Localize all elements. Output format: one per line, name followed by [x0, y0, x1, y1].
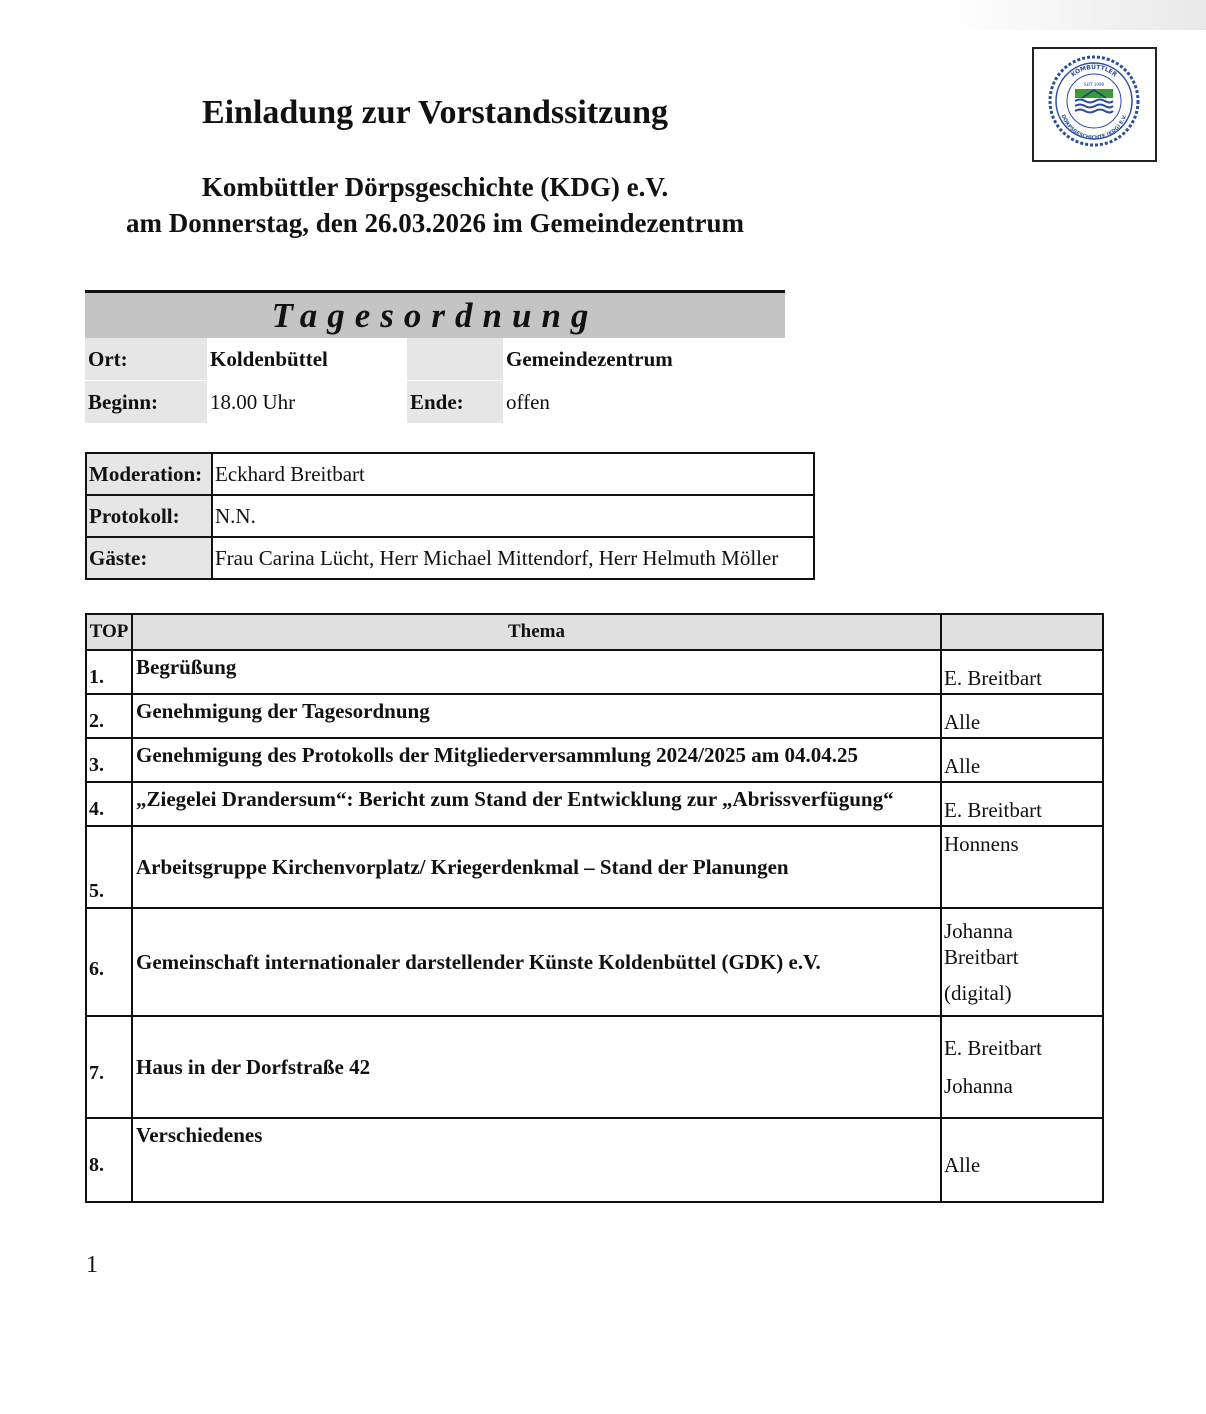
- moderation-row: [86, 453, 814, 495]
- gaeste-label: Gäste:: [86, 537, 212, 579]
- page-number: 1: [86, 1252, 98, 1278]
- table-row: [86, 1118, 1103, 1202]
- ende-label: Ende:: [407, 381, 503, 423]
- table-row: [86, 782, 1103, 826]
- top-responsible: [941, 826, 1103, 908]
- participants-table: [85, 452, 815, 580]
- top-responsible: [941, 694, 1103, 738]
- agenda-header-row: [86, 614, 1103, 650]
- beginn-value: 18.00 Uhr: [210, 390, 296, 414]
- table-row: [86, 694, 1103, 738]
- top-number: 1.: [86, 650, 132, 694]
- table-row: [86, 738, 1103, 782]
- venue-value: Gemeindezentrum: [506, 347, 673, 371]
- top-topic: Gemeinschaft internationaler darstellender Künste Koldenbüttel (GDK) e.V.: [132, 908, 941, 1016]
- top-topic: Arbeitsgruppe Kirchenvorplatz/ Kriegerdenkmal – Stand der Planungen: [132, 826, 941, 908]
- protokoll-label: Protokoll:: [86, 495, 212, 537]
- top-topic: Begrüßung: [132, 650, 941, 694]
- top-topic: Haus in der Dorfstraße 42: [132, 1016, 941, 1118]
- ende-value: offen: [506, 390, 550, 414]
- moderation-value: Eckhard Breitbart: [212, 453, 814, 495]
- top-number: 4.: [86, 782, 132, 826]
- col-thema-header: Thema: [132, 614, 941, 650]
- moderation-label: Moderation:: [86, 453, 212, 495]
- responsible-line: Honnens: [944, 832, 1019, 856]
- responsible-line: Johanna: [944, 1074, 1013, 1098]
- top-number: 2.: [86, 694, 132, 738]
- top-responsible: [941, 1016, 1103, 1118]
- protokoll-row: [86, 495, 814, 537]
- top-responsible: [941, 738, 1103, 782]
- responsible-line: E. Breitbart: [944, 1036, 1042, 1060]
- beginn-label: Beginn:: [85, 381, 207, 423]
- table-row: [86, 908, 1103, 1016]
- responsible-line: Alle: [944, 710, 981, 734]
- kdg-seal-logo: [1034, 49, 1155, 160]
- top-number: 3.: [86, 738, 132, 782]
- col-who-header: [941, 614, 1103, 650]
- gaeste-row: [86, 537, 814, 579]
- responsible-line: (digital): [944, 981, 1012, 1005]
- page-corner-shadow: [946, 0, 1206, 30]
- top-topic: Verschiedenes: [132, 1118, 941, 1202]
- responsible-line: E. Breitbart: [944, 666, 1042, 690]
- top-topic: Genehmigung der Tagesordnung: [132, 694, 941, 738]
- responsible-line: Alle: [944, 754, 981, 778]
- ort-label: Ort:: [85, 338, 207, 380]
- document-title: Einladung zur Vorstandssitzung: [201, 94, 669, 131]
- meeting-date-line: am Donnerstag, den 26.03.2026 im Gemeindezentrum: [126, 208, 744, 238]
- responsible-line: Alle: [944, 1153, 981, 1177]
- svg-text:DÖRPSGESCHICHTE (KDG) E.V.: DÖRPSGESCHICHTE (KDG) E.V.: [1059, 113, 1129, 142]
- agenda-heading: Tagesordnung: [85, 290, 785, 338]
- table-row: [86, 1016, 1103, 1118]
- table-row: [86, 650, 1103, 694]
- top-topic: Genehmigung des Protokolls der Mitgliederversammlung 2024/2025 am 04.04.25: [132, 738, 941, 782]
- svg-text:KOMBÜTTLER: KOMBÜTTLER: [1069, 63, 1119, 79]
- svg-text:SEIT 1998: SEIT 1998: [1083, 82, 1105, 87]
- top-responsible: [941, 908, 1103, 1016]
- responsible-line: Johanna Breitbart: [944, 919, 1019, 969]
- gaeste-value: Frau Carina Lücht, Herr Michael Mittendorf, Herr Helmuth Möller: [212, 537, 814, 579]
- top-number: 6.: [86, 908, 132, 1016]
- top-responsible: [941, 650, 1103, 694]
- top-responsible: [941, 782, 1103, 826]
- agenda-table: [85, 613, 1104, 1203]
- protokoll-value: N.N.: [212, 495, 814, 537]
- top-topic: „Ziegelei Drandersum“: Bericht zum Stand der Entwicklung zur „Abrissverfügung“: [132, 782, 941, 826]
- ort-value: Koldenbüttel: [210, 347, 328, 371]
- logo-frame: [1032, 47, 1157, 162]
- top-responsible: [941, 1118, 1103, 1202]
- organization-name: Kombüttler Dörpsgeschichte (KDG) e.V.: [201, 172, 669, 202]
- col-top-header: TOP: [86, 614, 132, 650]
- ort-empty-cell: [407, 338, 503, 380]
- top-number: 7.: [86, 1016, 132, 1118]
- table-row: [86, 826, 1103, 908]
- top-number: 8.: [86, 1118, 132, 1202]
- top-number: 5.: [86, 826, 132, 908]
- responsible-line: E. Breitbart: [944, 798, 1042, 822]
